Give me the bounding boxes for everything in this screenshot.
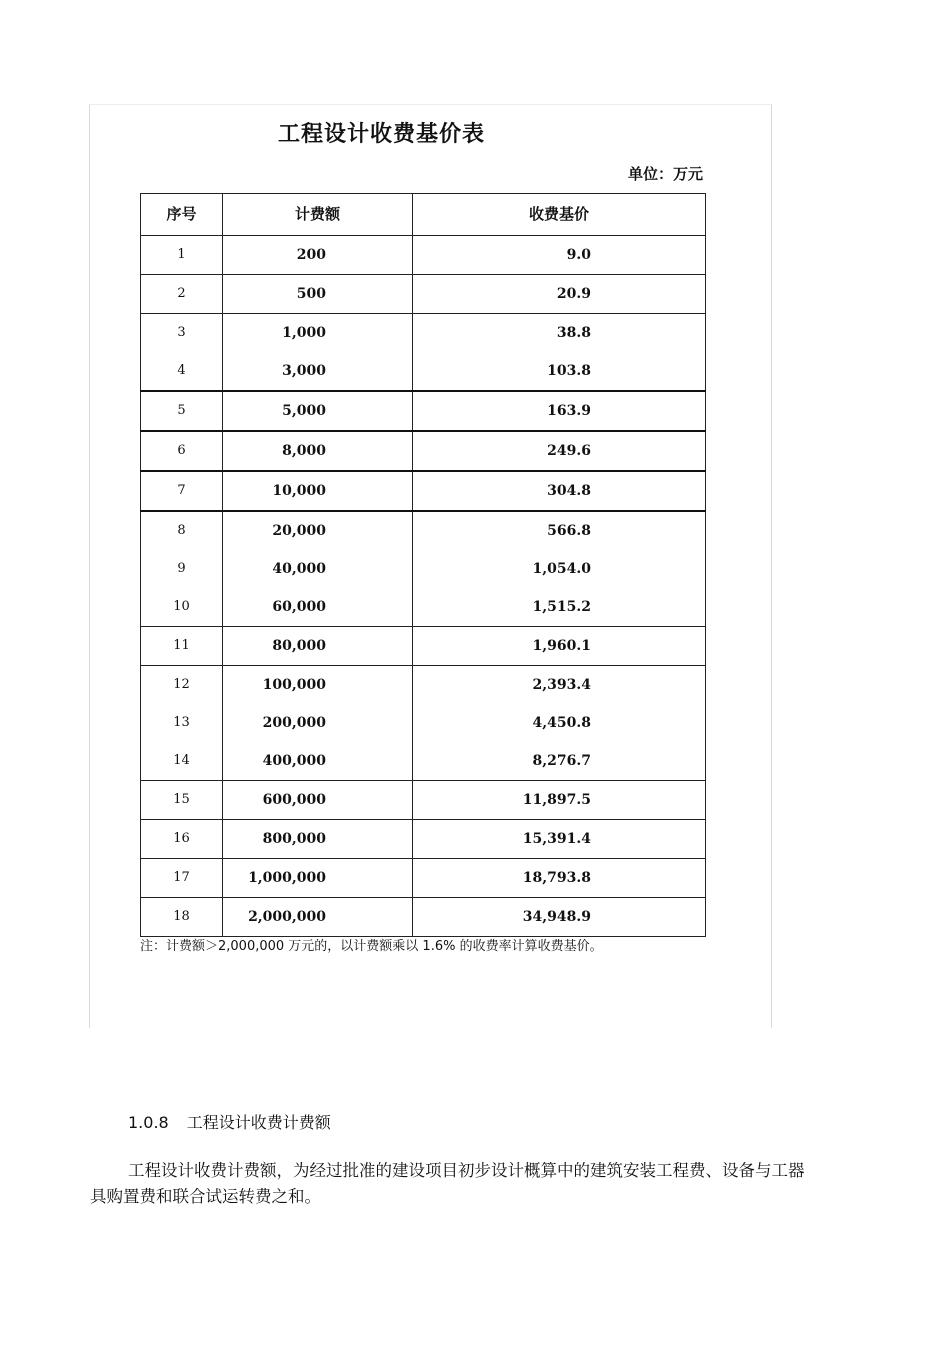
cell-amount: 5,000 xyxy=(223,391,413,431)
cell-no: 16 xyxy=(141,820,223,859)
cell-no: 8 xyxy=(141,511,223,550)
table-row xyxy=(141,471,706,511)
table-row xyxy=(141,666,706,705)
cell-amount: 10,000 xyxy=(223,471,413,511)
cell-amount: 20,000 xyxy=(223,511,413,550)
cell-amount: 500 xyxy=(223,275,413,314)
cell-amount: 60,000 xyxy=(223,588,413,627)
cell-fee: 4,450.8 xyxy=(413,704,706,742)
table-row xyxy=(141,588,706,627)
table-row xyxy=(141,704,706,742)
cell-fee: 2,393.4 xyxy=(413,666,706,705)
table-row xyxy=(141,627,706,666)
table-row xyxy=(141,391,706,431)
cell-no: 4 xyxy=(141,352,223,391)
cell-no: 10 xyxy=(141,588,223,627)
cell-no: 17 xyxy=(141,859,223,898)
cell-fee: 1,515.2 xyxy=(413,588,706,627)
cell-no: 11 xyxy=(141,627,223,666)
header-fee: 收费基价 xyxy=(413,194,706,236)
table-title: 工程设计收费基价表 xyxy=(278,121,486,147)
cell-no: 18 xyxy=(141,898,223,937)
cell-amount: 400,000 xyxy=(223,742,413,781)
cell-fee: 20.9 xyxy=(413,275,706,314)
header-no: 序号 xyxy=(141,194,223,236)
cell-fee: 1,960.1 xyxy=(413,627,706,666)
cell-fee: 103.8 xyxy=(413,352,706,391)
cell-fee: 8,276.7 xyxy=(413,742,706,781)
table-row xyxy=(141,352,706,391)
cell-amount: 2,000,000 xyxy=(223,898,413,937)
cell-fee: 304.8 xyxy=(413,471,706,511)
cell-fee: 15,391.4 xyxy=(413,820,706,859)
cell-fee: 163.9 xyxy=(413,391,706,431)
cell-no: 7 xyxy=(141,471,223,511)
cell-amount: 8,000 xyxy=(223,431,413,471)
section-number: 1.0.8 xyxy=(128,1113,169,1132)
table-row xyxy=(141,781,706,820)
cell-no: 9 xyxy=(141,550,223,588)
cell-amount: 800,000 xyxy=(223,820,413,859)
fee-table-figure xyxy=(89,104,772,1028)
table-row xyxy=(141,550,706,588)
cell-amount: 80,000 xyxy=(223,627,413,666)
cell-amount: 600,000 xyxy=(223,781,413,820)
cell-fee: 566.8 xyxy=(413,511,706,550)
table-header-row xyxy=(141,194,706,236)
cell-amount: 1,000 xyxy=(223,314,413,353)
unit-label: 单位：万元 xyxy=(627,165,703,183)
table-row xyxy=(141,742,706,781)
cell-no: 2 xyxy=(141,275,223,314)
table-row xyxy=(141,314,706,353)
cell-no: 3 xyxy=(141,314,223,353)
cell-amount: 1,000,000 xyxy=(223,859,413,898)
cell-fee: 1,054.0 xyxy=(413,550,706,588)
section-heading xyxy=(128,1110,331,1133)
cell-no: 12 xyxy=(141,666,223,705)
cell-amount: 100,000 xyxy=(223,666,413,705)
cell-no: 1 xyxy=(141,236,223,275)
cell-amount: 3,000 xyxy=(223,352,413,391)
header-amount: 计费额 xyxy=(223,194,413,236)
table-footnote: 注：计费额＞2,000,000 万元的，以计费额乘以 1.6% 的收费率计算收费基价。 xyxy=(140,939,603,954)
fee-base-price-table xyxy=(140,193,706,937)
table-row xyxy=(141,275,706,314)
table-row xyxy=(141,820,706,859)
table-row xyxy=(141,511,706,550)
cell-fee: 11,897.5 xyxy=(413,781,706,820)
section-title: 工程设计收费计费额 xyxy=(186,1113,331,1132)
cell-no: 14 xyxy=(141,742,223,781)
cell-no: 13 xyxy=(141,704,223,742)
table-row xyxy=(141,898,706,937)
cell-no: 15 xyxy=(141,781,223,820)
body-paragraph: 工程设计收费计费额，为经过批准的建设项目初步设计概算中的建筑安装工程费、设备与工器具购置费和联合试运转费之和。 xyxy=(90,1161,805,1206)
table-row xyxy=(141,236,706,275)
cell-fee: 9.0 xyxy=(413,236,706,275)
cell-no: 6 xyxy=(141,431,223,471)
cell-amount: 40,000 xyxy=(223,550,413,588)
cell-no: 5 xyxy=(141,391,223,431)
cell-fee: 34,948.9 xyxy=(413,898,706,937)
table-row xyxy=(141,859,706,898)
cell-amount: 200 xyxy=(223,236,413,275)
cell-amount: 200,000 xyxy=(223,704,413,742)
cell-fee: 38.8 xyxy=(413,314,706,353)
cell-fee: 249.6 xyxy=(413,431,706,471)
cell-fee: 18,793.8 xyxy=(413,859,706,898)
table-row xyxy=(141,431,706,471)
